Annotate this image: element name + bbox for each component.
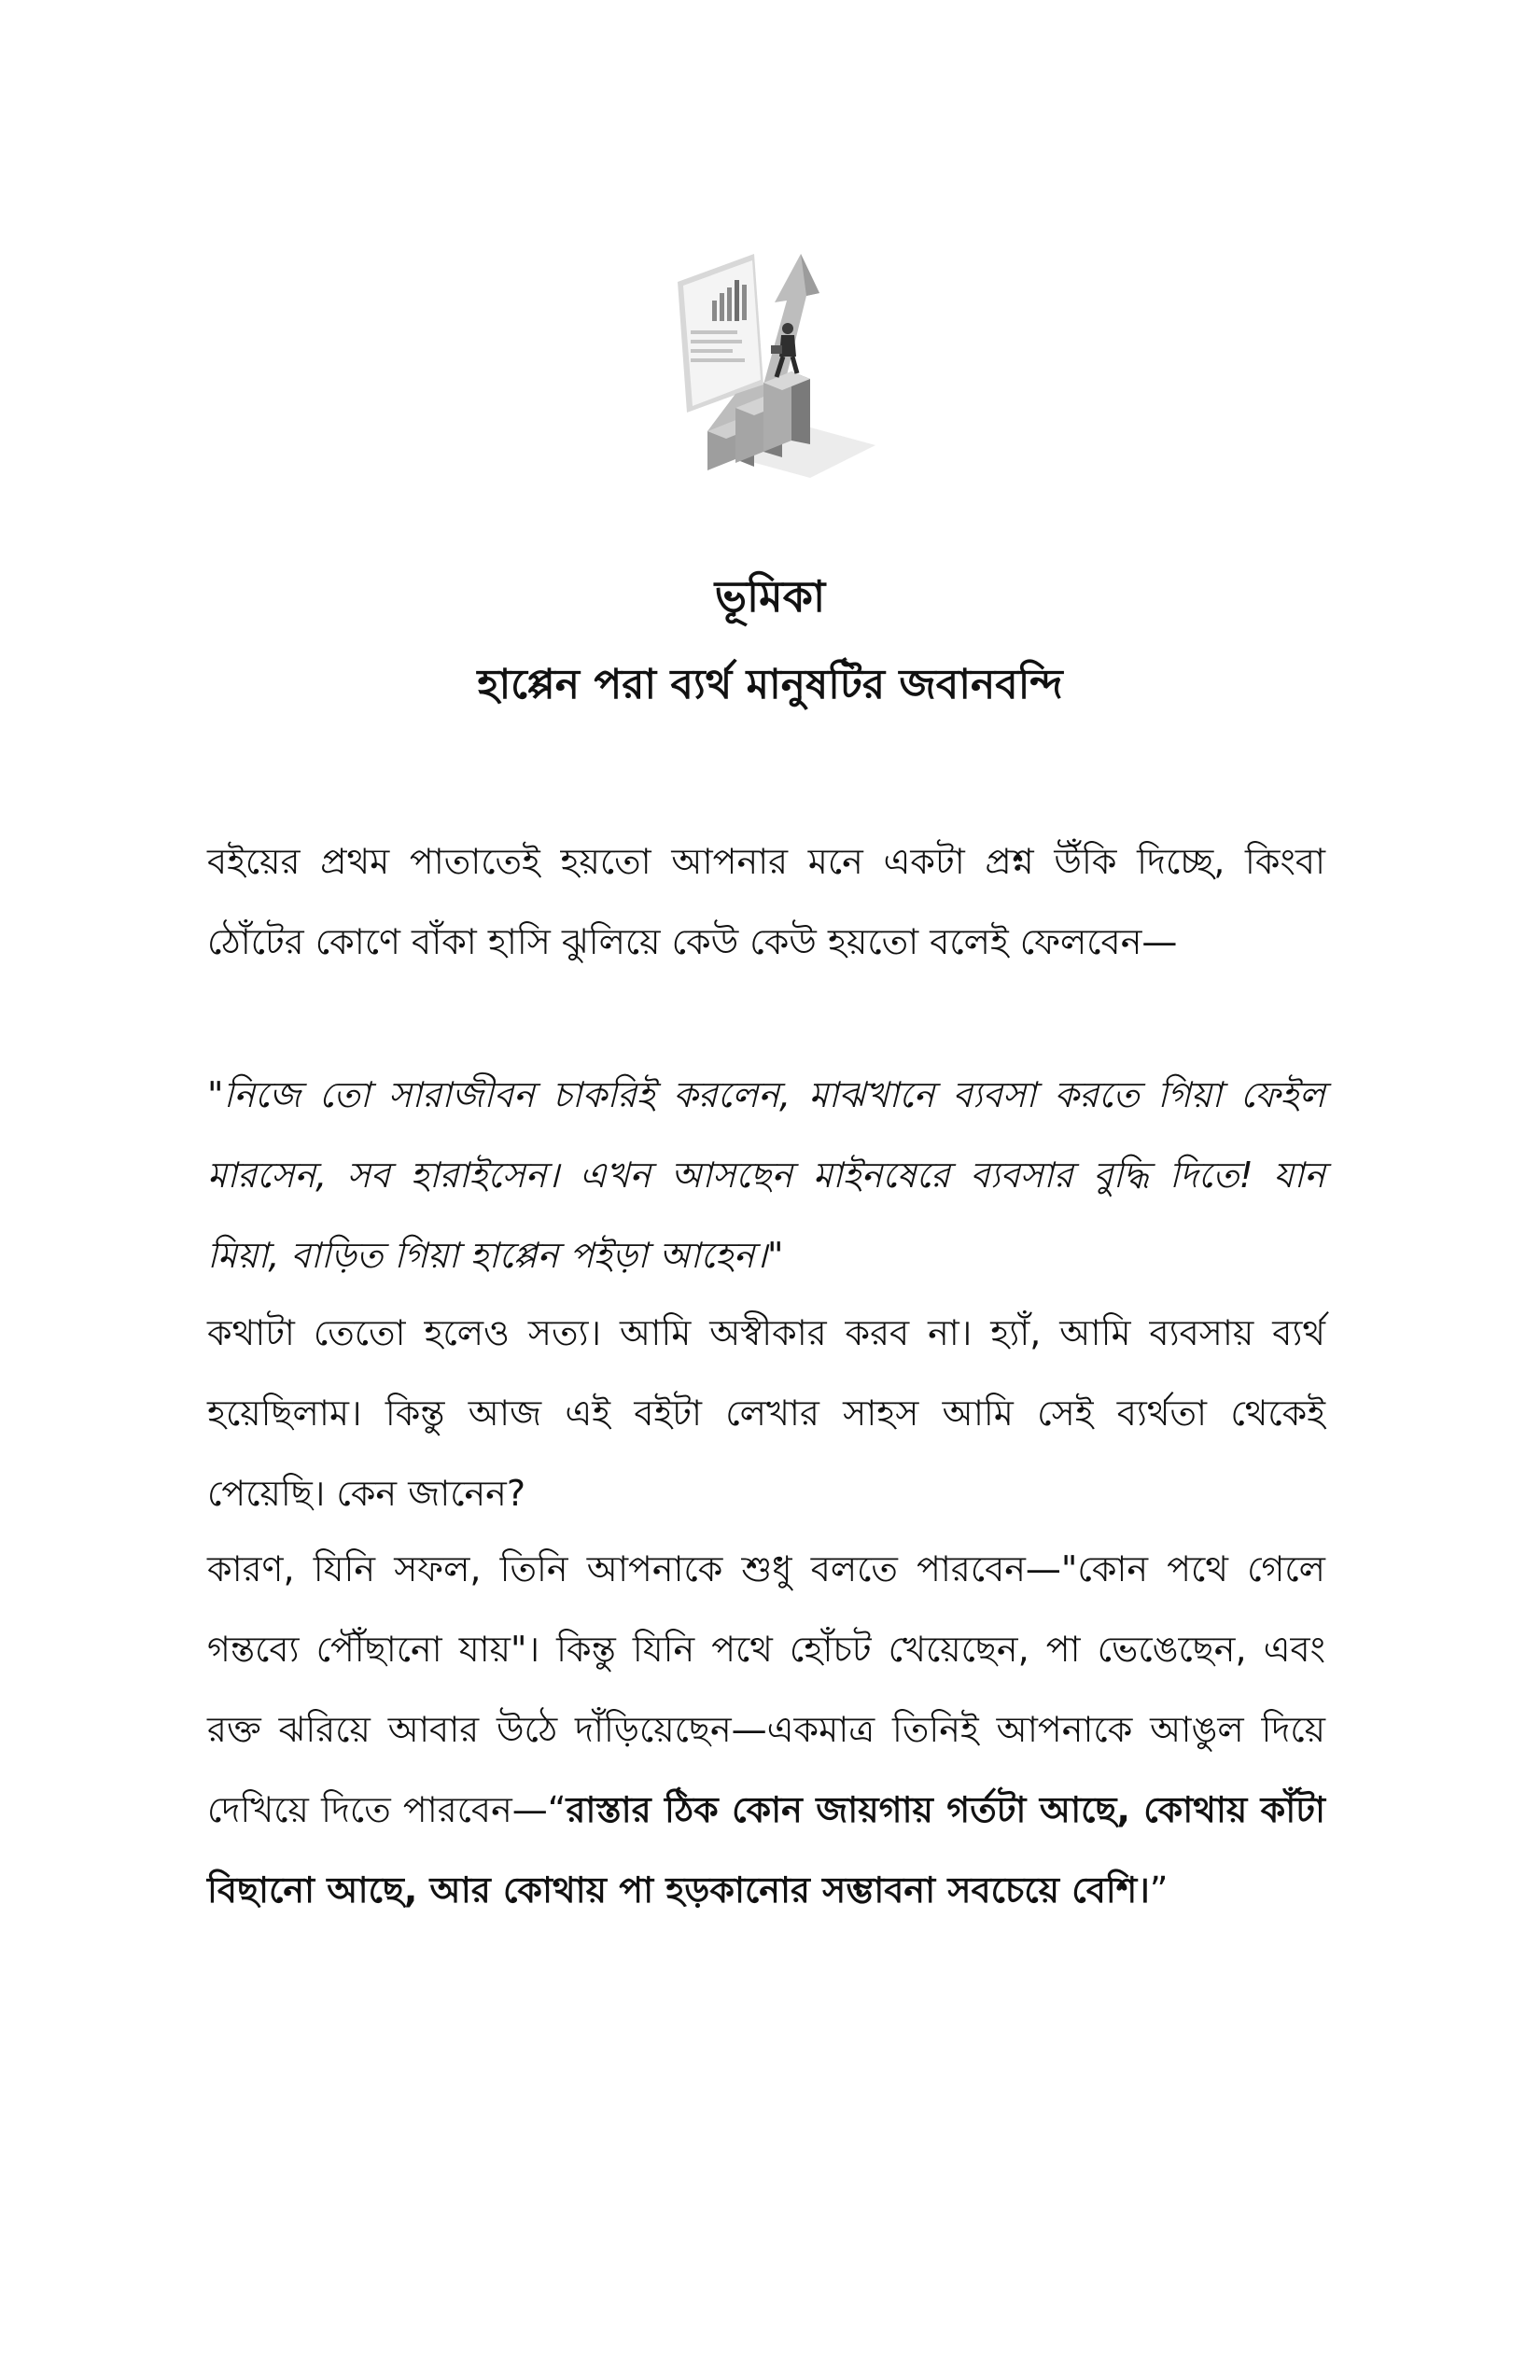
paragraph-reason-emphasis: রাস্তার ঠিক কোন জায়গায় গর্তটা আছে, কোথায় কাঁটা বিছানো আছে, আর কোথায় পা হড়কানোর সম্ভাবনা সবচেয়ে বেশি।: [207, 1789, 1325, 1911]
paragraph-admission: [207, 1293, 1325, 1533]
paragraph-intro: [207, 821, 1325, 982]
paragraph-quote: [207, 1055, 1325, 1295]
paragraph-reason-end: ”: [1149, 1869, 1169, 1911]
paragraph-reason-start: কারণ, যিনি সফল, তিনি আপনাকে শুধু বলতে পারবেন—"কোন পথে গেলে গন্তব্যে পৌঁছানো যায়"। কিন্তু যিনি পথে হোঁচট খেয়েছেন, পা ভেঙেছেন, এবং রক্ত ঝরিয়ে আবার উঠে দাঁড়িয়েছেন—একমাত্র তিনিই আপনাকে আঙুল দিয়ে দেখিয়ে দিতে পারবেন—“: [207, 1548, 1325, 1830]
paragraph-intro-text: বইয়ের প্রথম পাতাতেই হয়তো আপনার মনে একটা প্রশ্ন উঁকি দিচ্ছে, কিংবা ঠোঁটের কোণে বাঁকা হাসি ঝুলিয়ে কেউ কেউ হয়তো বলেই ফেলবেন—: [207, 841, 1325, 962]
business-growth-chart-icon: [670, 245, 885, 506]
paragraph-quote-text: "নিজে তো সারাজীবন চাকরিই করলেন, মাঝখানে ব্যবসা করতে গিয়া ফেইল মারসেন, সব হারাইসেন। এখন আসছেন মাইনষেরে ব্যবসার বুদ্ধি দিতে! যান মিয়া, বাড়িত গিয়া হাপ্পেন পইড়া আহেন।": [207, 1074, 1325, 1276]
paragraph-reason-text: [207, 1529, 1325, 1930]
paragraph-admission-text: কথাটা তেতো হলেও সত্য। আমি অস্বীকার করব না। হ্যাঁ, আমি ব্যবসায় ব্যর্থ হয়েছিলাম। কিন্তু আজ এই বইটা লেখার সাহস আমি সেই ব্যর্থতা থেকেই পেয়েছি। কেন জানেন?: [207, 1312, 1325, 1514]
paragraph-reason: [207, 1529, 1325, 1930]
chapter-title: ভূমিকা: [714, 571, 826, 622]
chapter-subtitle: হাপ্পেন পরা ব্যর্থ মানুষটির জবানবন্দি: [477, 661, 1063, 708]
